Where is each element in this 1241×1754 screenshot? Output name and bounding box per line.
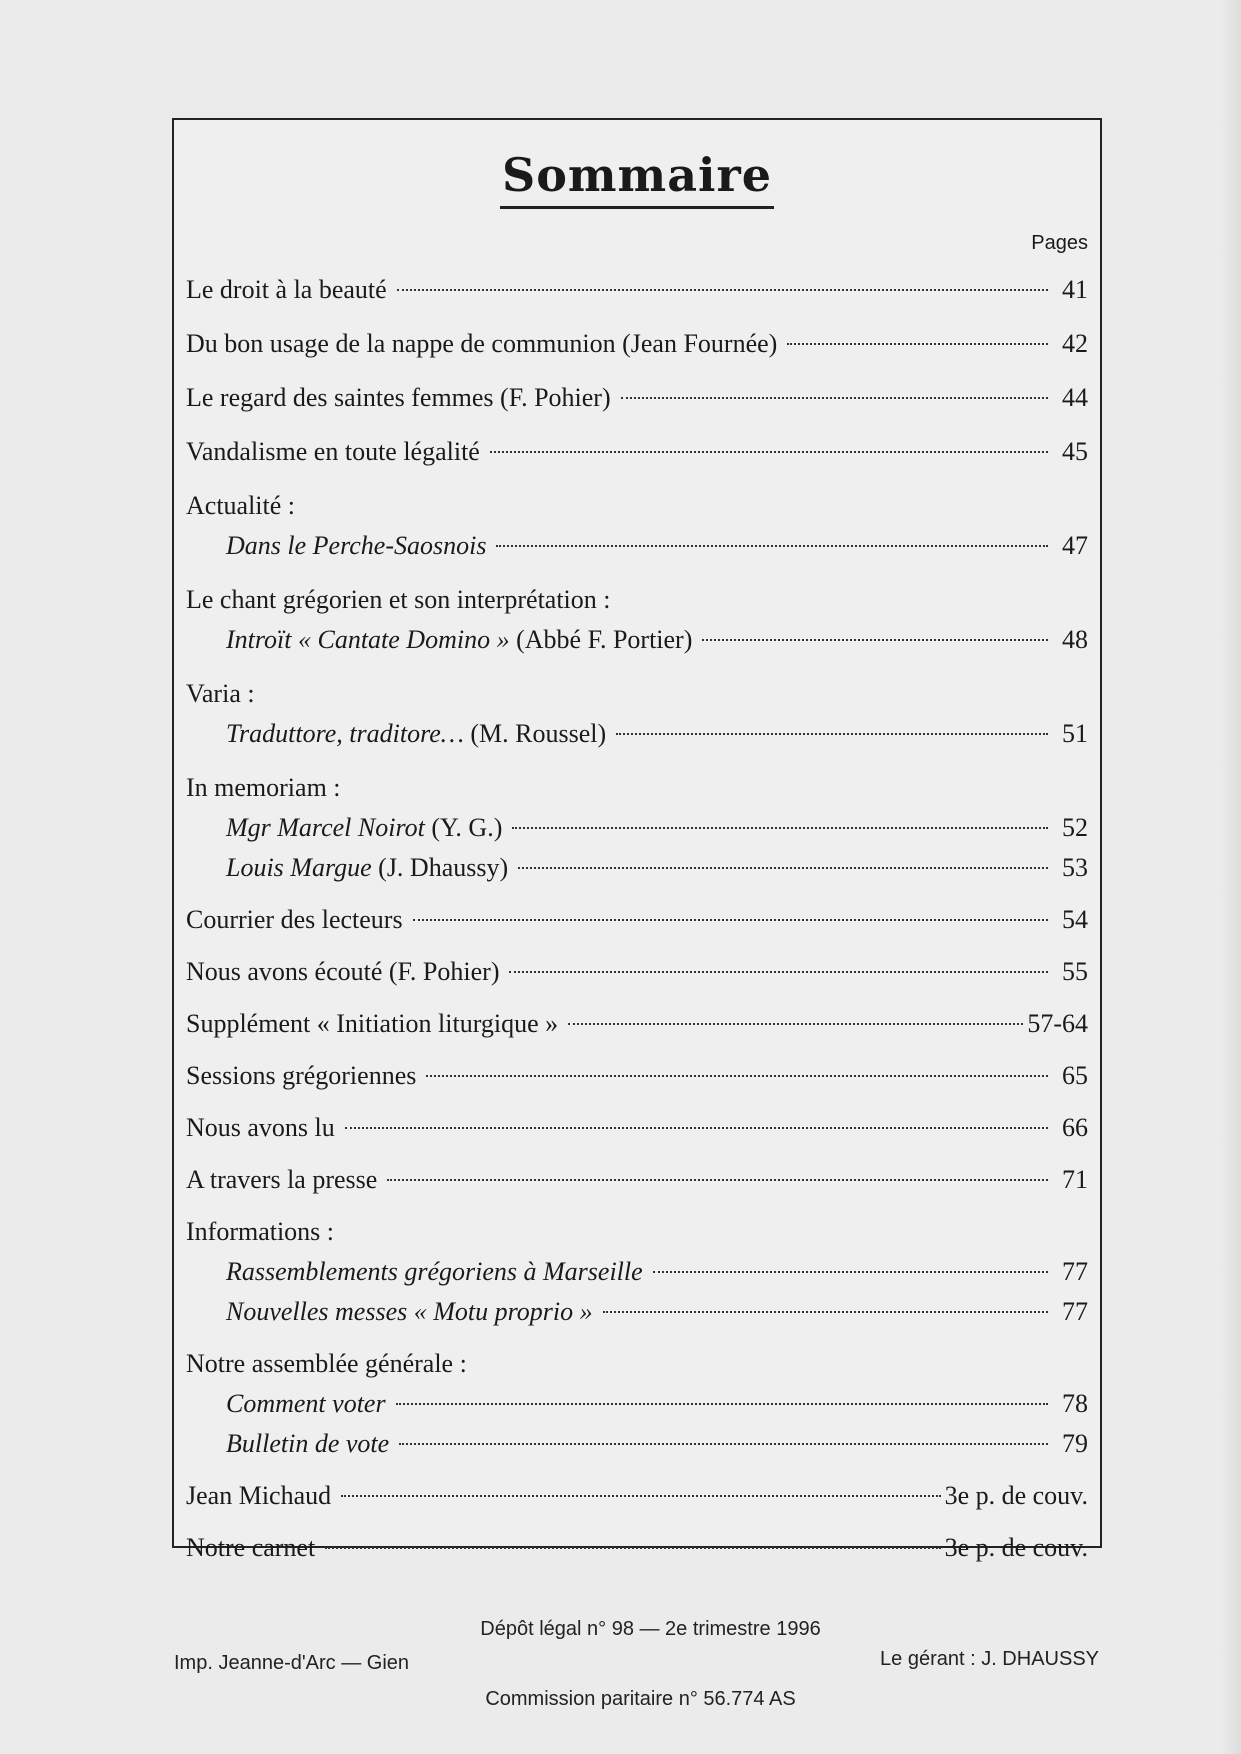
- toc-entry-page: 71: [1062, 1165, 1088, 1194]
- toc-entry-italic: Traduttore, traditore…: [226, 719, 464, 748]
- toc-entry-page: 54: [1062, 905, 1088, 934]
- toc-entry-italic: Introït « Cantate Domino »: [226, 625, 510, 654]
- toc-entry-page: 48: [1062, 625, 1088, 654]
- toc-entry-author: (Y. G.): [424, 813, 503, 842]
- dot-leader: [653, 1271, 1048, 1273]
- toc-entry-title: [226, 1424, 389, 1464]
- toc-entry-title: [226, 1252, 643, 1292]
- toc-entry-italic: Rassemblements grégoriens à Marseille: [226, 1257, 643, 1286]
- toc-entry-page: 44: [1062, 383, 1088, 412]
- toc-entry-page: 77: [1062, 1297, 1088, 1326]
- toc-entry: [186, 1004, 1088, 1044]
- dot-leader: [787, 343, 1048, 345]
- dot-leader: [621, 397, 1048, 399]
- toc-entry-title: A travers la presse: [186, 1165, 378, 1194]
- dot-leader: [399, 1443, 1048, 1445]
- dot-leader: [325, 1547, 940, 1549]
- dot-leader: [345, 1127, 1048, 1129]
- pages-column-label: Pages: [1031, 232, 1088, 254]
- toc-entry-italic: Nouvelles messes « Motu proprio »: [226, 1297, 593, 1326]
- dot-leader: [426, 1075, 1048, 1077]
- toc-entry-title: Courrier des lecteurs: [186, 905, 403, 934]
- toc-entry-title: [226, 714, 606, 754]
- toc-entry-page: 3e p. de couv.: [944, 1533, 1088, 1562]
- toc-entry-title: [226, 1384, 386, 1424]
- toc-entry: [186, 432, 1088, 472]
- toc-section-title: Varia :: [186, 679, 255, 708]
- toc-section-heading: [186, 1212, 1088, 1252]
- toc-entry-title: [226, 620, 692, 660]
- dot-leader: [341, 1495, 940, 1497]
- toc-entry-page: 42: [1062, 329, 1088, 358]
- page-edge-shadow: [1221, 0, 1241, 1754]
- toc-entry-page: 3e p. de couv.: [944, 1481, 1088, 1510]
- toc-section-title: Informations :: [186, 1217, 335, 1246]
- toc-entry: [186, 1056, 1088, 1096]
- toc-entry: [186, 378, 1088, 418]
- toc-entry-italic: Comment voter: [226, 1389, 386, 1418]
- toc-entry-title: [226, 526, 486, 566]
- toc-entry-title: Le droit à la beauté: [186, 275, 387, 304]
- commission-number: Commission paritaire n° 56.774 AS: [485, 1688, 796, 1710]
- toc-entry-page: 52: [1062, 813, 1088, 842]
- toc-entry-title: Jean Michaud: [186, 1481, 332, 1510]
- toc-entry-page: 41: [1062, 275, 1088, 304]
- toc-entry-italic: Bulletin de vote: [226, 1429, 390, 1458]
- toc-entry-title: Nous avons écouté (F. Pohier): [186, 957, 500, 986]
- toc-subentry: [186, 1252, 1088, 1292]
- dot-leader: [518, 867, 1048, 869]
- toc-entry: [186, 270, 1088, 310]
- toc-subentry: [186, 526, 1088, 566]
- toc-entry: [186, 1528, 1088, 1568]
- toc-entry-title: Supplément « Initiation liturgique »: [186, 1009, 559, 1038]
- dot-leader: [568, 1023, 1023, 1025]
- toc-entry-title: [226, 848, 508, 888]
- toc-entry-page: 77: [1062, 1257, 1088, 1286]
- toc-entry-page: 53: [1062, 853, 1088, 882]
- toc-section-heading: [186, 486, 1088, 526]
- toc-subentry: [186, 1424, 1088, 1464]
- toc-entry-title: Notre carnet: [186, 1533, 316, 1562]
- dot-leader: [397, 289, 1048, 291]
- summary-title: Sommaire: [500, 148, 774, 209]
- dot-leader: [616, 733, 1048, 735]
- toc-entry-title: Le regard des saintes femmes (F. Pohier): [186, 383, 611, 412]
- toc-section-title: Actualité :: [186, 491, 296, 520]
- toc-entry-italic: Dans le Perche-Saosnois: [226, 531, 487, 560]
- toc-entry-title: Sessions grégoriennes: [186, 1061, 417, 1090]
- toc-section-heading: [186, 674, 1088, 714]
- toc-entry: [186, 1160, 1088, 1200]
- toc-section-heading: [186, 768, 1088, 808]
- dot-leader: [509, 971, 1048, 973]
- toc-section-title: In memoriam :: [186, 773, 341, 802]
- publisher-manager: Le gérant : J. DHAUSSY: [880, 1648, 1099, 1670]
- toc-subentry: [186, 808, 1088, 848]
- toc-entry: [186, 1108, 1088, 1148]
- summary-frame: [172, 118, 1102, 1562]
- dot-leader: [387, 1179, 1048, 1181]
- toc-section-heading: [186, 580, 1088, 620]
- printer: Imp. Jeanne-d'Arc — Gien: [174, 1652, 410, 1674]
- toc-section-title: Le chant grégorien et son interprétation :: [186, 585, 611, 614]
- toc-entry-title: Vandalisme en toute légalité: [186, 437, 480, 466]
- toc-entry-italic: Louis Margue: [226, 853, 372, 882]
- toc-entry-page: 65: [1062, 1061, 1088, 1090]
- dot-leader: [490, 451, 1048, 453]
- toc-entry-page: 47: [1062, 531, 1088, 560]
- toc-entry-title: Du bon usage de la nappe de communion (Jean Fournée): [186, 329, 778, 358]
- toc-entry-page: 51: [1062, 719, 1088, 748]
- toc-entry-page: 57-64: [1027, 1009, 1088, 1038]
- toc-section-title: Notre assemblée générale :: [186, 1349, 467, 1378]
- dot-leader: [496, 545, 1048, 547]
- toc-entry-title: [226, 808, 502, 848]
- toc-entry: [186, 900, 1088, 940]
- dot-leader: [396, 1403, 1048, 1405]
- legal-deposit: Dépôt légal n° 98 — 2e trimestre 1996: [480, 1618, 821, 1640]
- toc-entry: [186, 1476, 1088, 1516]
- toc-entry: [186, 952, 1088, 992]
- toc-subentry: [186, 1384, 1088, 1424]
- dot-leader: [702, 639, 1048, 641]
- toc-subentry: [186, 714, 1088, 754]
- toc-entry-author: (M. Roussel): [463, 719, 607, 748]
- toc-entry-page: 55: [1062, 957, 1088, 986]
- dot-leader: [512, 827, 1048, 829]
- toc-section-heading: [186, 1344, 1088, 1384]
- toc-entry-author: (J. Dhaussy): [371, 853, 509, 882]
- toc-entry-page: 45: [1062, 437, 1088, 466]
- toc-entry-author: (Abbé F. Portier): [509, 625, 693, 654]
- toc-entry-title: [226, 1292, 593, 1332]
- toc-entry: [186, 324, 1088, 364]
- toc-entry-italic: Mgr Marcel Noirot: [226, 813, 425, 842]
- toc-entry-page: 79: [1062, 1429, 1088, 1458]
- dot-leader: [413, 919, 1048, 921]
- toc-subentry: [186, 1292, 1088, 1332]
- toc-entry-page: 78: [1062, 1389, 1088, 1418]
- toc-entry-page: 66: [1062, 1113, 1088, 1142]
- toc-subentry: [186, 620, 1088, 660]
- toc-entry-title: Nous avons lu: [186, 1113, 335, 1142]
- summary-title-wrap: [174, 148, 1100, 209]
- table-of-contents: [186, 270, 1088, 1568]
- toc-subentry: [186, 848, 1088, 888]
- dot-leader: [603, 1311, 1048, 1313]
